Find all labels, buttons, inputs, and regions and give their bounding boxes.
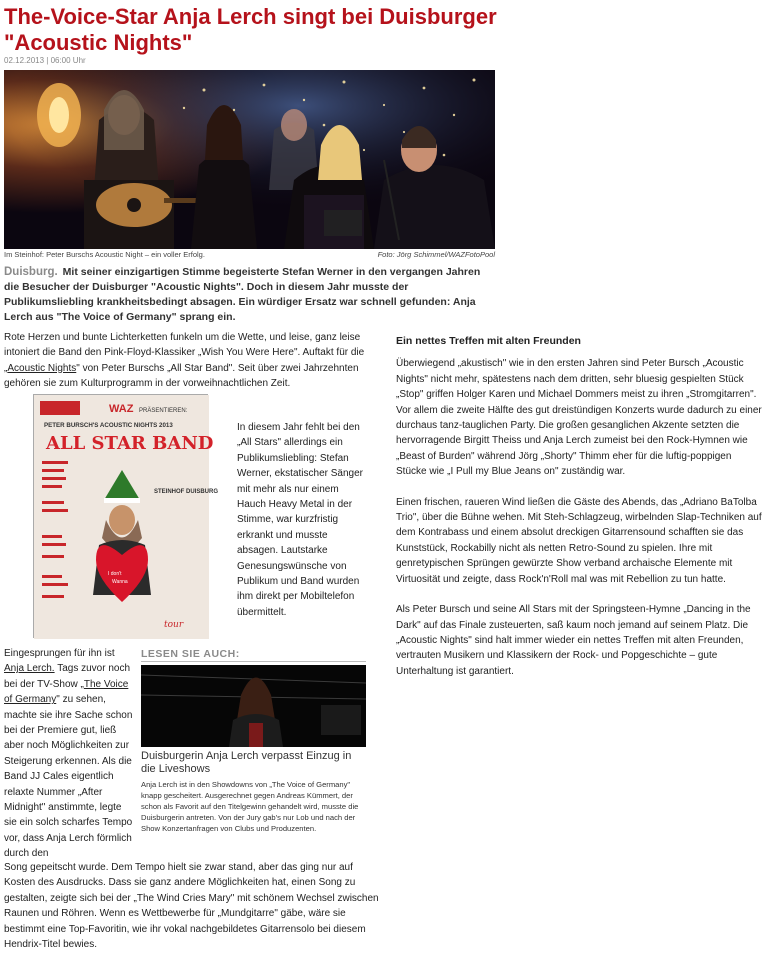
article-lead	[4, 265, 492, 325]
poster-venue: STEINHOF DUISBURG	[154, 489, 219, 495]
article-headline: The-Voice-Star Anja Lerch singt bei Duisburger "Acoustic Nights"	[4, 4, 497, 55]
paragraph-missing-singer: In diesem Jahr fehlt bei den „All Stars" allerdings ein Publikumsliebling: Stefan Werner, ekstatischer Sänger mit mehr als nur einem Hauch Heavy Metal in der Stimme, war kurzfristig erkrankt und musste absagen. Lautstarke Genesungswünsche von Publikum und Band wurden ihm direkt per Mobiltelefon übermittelt.	[237, 422, 363, 618]
related-article-image[interactable]	[141, 665, 366, 747]
poster-presents: PRÄSENTIEREN:	[139, 408, 188, 414]
paragraph-right-3: Als Peter Bursch und seine All Stars mit der Springsteen-Hymne „Dancing in the Dark" auf das Finale zusteuerten, saß kaum noch jemand auf seinem Platz. Die „Acoustic Nights" sind halt immer wieder ein nettes Treffen mit alten Freunden, vertrauten Musikern und Klassikern der Rock- und Popgeschichte – gute Unterhaltung ist garantiert.	[396, 604, 751, 677]
related-label: LESEN SIE AUCH:	[141, 648, 366, 662]
anja-lerch-link[interactable]: Anja Lerch.	[4, 663, 55, 675]
paragraph-anja-lerch-continued: Song gepeitscht wurde. Dem Tempo hielt sie zwar stand, aber das ging nur auf Kosten des Ausdrucks. Dass sie ganz andere Möglichkeiten hat, einen Song zu gestalten, zeigte sich bei der „The Wind Cries Mary" mit schönem Wechsel zwischen Raunen und Röhren. Wenn es Wettbewerbe für „Mundgitarre" gäbe, wäre sie bestimmt eine Top-Favoritin, wie ihr vokal nachgebildetes Gitarrensolo bei diesem Hendrix-Titel bewies.	[4, 862, 379, 951]
intro-text-a: Rote Herzen und bunte Lichterketten funkeln um die Wette, und leise, ganz leise intoniert die Band den Pink-Floyd-Klassiker „Wish You Were Here". Auftakt für die „	[4, 332, 365, 374]
p3-text-a: Eingesprungen für ihn ist	[4, 648, 115, 659]
poster-title: ALL STAR BAND	[46, 433, 214, 454]
intro-text-b: " von Peter Burschs „All Star Band". Seit über zwei Jahrzehnten gehören sie zum Kulturprogramm in der vorweihnachtlichen Zeit.	[4, 362, 359, 390]
p3-text-b: Tags zuvor noch bei der TV-Show „	[4, 663, 131, 690]
photo-caption: Im Steinhof: Peter Burschs Acoustic Night – ein voller Erfolg.	[4, 250, 205, 259]
hero-photo	[4, 70, 495, 249]
related-article-headline[interactable]: Duisburgerin Anja Lerch verpasst Einzug in die Liveshows	[141, 750, 352, 775]
paragraph-right-1: Überwiegend „akustisch" wie in den ersten Jahren sind Peter Bursch „Acoustic Nights" nicht mehr, spätestens nach dem dritten, sehr bluesig gespielten Stück „Stop" griffen Holger Karen und Michael Dommers meist zu ihren „Stromgitarren". Vor allem die zweite Hälfte des gut dreistündigen Konzerts wurde dadurch zu einer durchaus tanz-tauglichen Party. Die großen gesanglichen Akzente setzten die hervorragende Birgitt Theiss und Anja Lerch zumeist bei den Rock-Hymnen wie „Beast of Burden" während Jörg „Shorty" Thimm eher für die luftig-poppigen Stücke wie „I Pull my Blue Jeans on" zuständig war.	[396, 358, 762, 478]
related-article-summary: Anja Lerch ist in den Showdowns von „The Voice of Germany" knapp gescheitert. Ausgerechnet gegen Andreas Kümmert, der schon als Favorit auf den Titelgewinn gehandelt wird, musste die Duisburgerin antreten. Von der Jury gab's nur Lob und nach der Show Konzertanfragen von Clubs und Produzenten.	[141, 780, 359, 833]
lead-text: Mit seiner einzigartigen Stimme begeisterte Stefan Werner in den vergangen Jahren die Besucher der Duisburger "Acoustic Nights". Doch in diesem Jahr musste der Publikumsliebling krankheitsbedingt absagen. Ein würdiger Ersatz war schnell gefunden: Anja Lerch aus "The Voice of Germany" sprang ein.	[4, 266, 481, 323]
right-column	[396, 334, 764, 694]
lead-city: Duisburg.	[4, 266, 58, 278]
concert-photo-illustration	[4, 70, 495, 249]
poster-footer: tour	[164, 620, 184, 630]
paragraph-right-2: Einen frischen, raueren Wind ließen die Gäste des Abends, das „Adriano BaTolba Trio", über die Bühne wehen. Mit Steh-Schlagzeug, wirbelnden Slap-Techniken auf dem Kontrabass und einem absolut dreckigen Gitarrensound schafften sie das Kunststück, Rockabilly nicht als netten Retro-Sound zu spielen. Ihre mit genretypischen Sprüngen gewürzte Show verband archaische Elemente mit Virtuosität und zeigte, dass Rock'n'Roll mal was mit Rebellion zu tun hatte.	[396, 496, 762, 585]
paragraph-intro	[4, 330, 380, 392]
p3-text-c: " zu sehen, machte sie ihre Sache schon bei der Premiere gut, ließ aber noch Möglichkeiten zur Steigerung erkennen. Als die Band JJ Cales eigentlich relaxte Nummer „After Midnight" anstimmte, legte sie ein solch scharfes Tempo vor, dass Anja Lerch förmlich durch den	[4, 694, 133, 860]
acoustic-nights-link[interactable]: Acoustic Nights	[7, 362, 77, 374]
svg-text:Wanna: Wanna	[112, 579, 128, 585]
paragraph-anja-lerch	[4, 646, 133, 862]
event-poster	[33, 394, 219, 638]
article-dateline: 02.12.2013 | 06:00 Uhr	[4, 56, 86, 65]
svg-text:I don't: I don't	[108, 571, 122, 577]
poster-subtitle: PETER BURSCH'S ACOUSTIC NIGHTS 2013	[44, 422, 173, 429]
photo-credit: Foto: Jörg Schimmel/WAZFotoPool	[377, 250, 495, 259]
related-article-box[interactable]	[141, 648, 366, 834]
the-voice-link[interactable]: The Voice of Germany	[4, 678, 129, 706]
section-heading: Ein nettes Treffen mit alten Freunden	[396, 335, 581, 347]
poster-waz: WAZ	[109, 403, 134, 415]
related-photo-illustration	[141, 665, 366, 747]
poster-illustration	[34, 395, 219, 639]
